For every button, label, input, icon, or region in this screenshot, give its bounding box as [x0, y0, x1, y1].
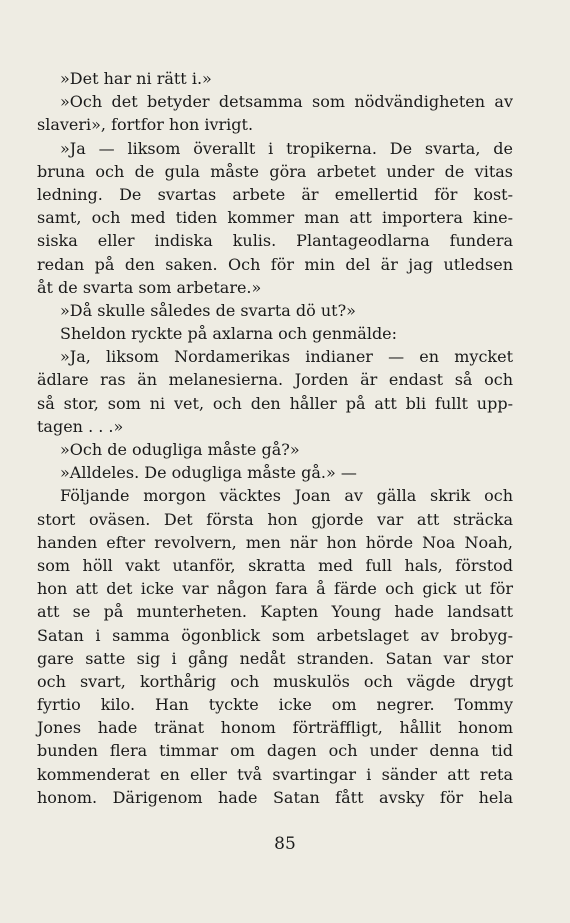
text-line: samt, och med tiden kommer man att importera kine- [37, 208, 513, 228]
text-line: bruna och de gula måste göra arbetet under de vitas [37, 161, 513, 181]
text-line: så stor, som ni vet, och den håller på att bli fullt upp- [37, 393, 513, 413]
text-line: honom. Därigenom hade Satan fått avsky för hela [37, 787, 513, 807]
text-line: bunden flera timmar om dagen och under denna tid [37, 741, 513, 761]
text-line: Sheldon ryckte på axlarna och genmälde: [60, 324, 398, 344]
text-line: redan på den saken. Och för min del är jag utledsen [37, 254, 513, 274]
text-line: »Då skulle således de svarta dö ut?» [60, 300, 356, 320]
text-line: »Ja, liksom Nordamerikas indianer — en mycket [60, 347, 513, 367]
text-line: kommenderat en eller två svartingar i sänder att reta [37, 764, 513, 784]
text-line: gare satte sig i gång nedåt stranden. Satan var stor [37, 648, 513, 668]
text-line: »Det har ni rätt i.» [60, 69, 212, 88]
text-line: Satan i samma ögonblick som arbetslaget av brobyg- [37, 625, 513, 645]
text-line: ädlare ras än melanesierna. Jorden är endast så och [37, 370, 513, 390]
text-line: »Alldeles. De odugliga måste gå.» — [60, 463, 357, 483]
text-line: hon att det icke var någon fara å färde och gick ut för [37, 579, 513, 599]
text-line: slaveri», fortfor hon ivrigt. [37, 115, 254, 135]
text-line: »Och de odugliga måste gå?» [60, 440, 300, 459]
text-line: stort oväsen. Det första hon gjorde var att sträcka [37, 509, 513, 529]
text-line: tagen . . .» [37, 416, 124, 436]
text-line: Jones hade tränat honom förträffligt, hållit honom [37, 718, 513, 738]
text-line: ledning. De svartas arbete är emellertid för kost- [37, 184, 513, 204]
page-number: 85 [274, 834, 296, 854]
text-line: att se på munterheten. Kapten Young hade landsatt [37, 602, 513, 622]
text-line: siska eller indiska kulis. Plantageodlarna fundera [37, 231, 513, 251]
text-line: Följande morgon väcktes Joan av gälla skrik och [60, 486, 513, 506]
page-body [37, 67, 513, 809]
text-line: »Och det betyder detsamma som nödvändigheten av [60, 92, 513, 112]
text-line: åt de svarta som arbetare.» [37, 277, 262, 297]
text-line: handen efter revolvern, men när hon hörde Noa Noah, [37, 532, 513, 552]
text-line: fyrtio kilo. Han tyckte icke om negrer. Tommy [37, 695, 513, 715]
text-line: som höll vakt utanför, skratta med full hals, förstod [37, 555, 513, 575]
text-line: »Ja — liksom överallt i tropikerna. De svarta, de [60, 138, 513, 158]
text-line: och svart, korthårig och muskulös och vägde drygt [37, 671, 513, 691]
